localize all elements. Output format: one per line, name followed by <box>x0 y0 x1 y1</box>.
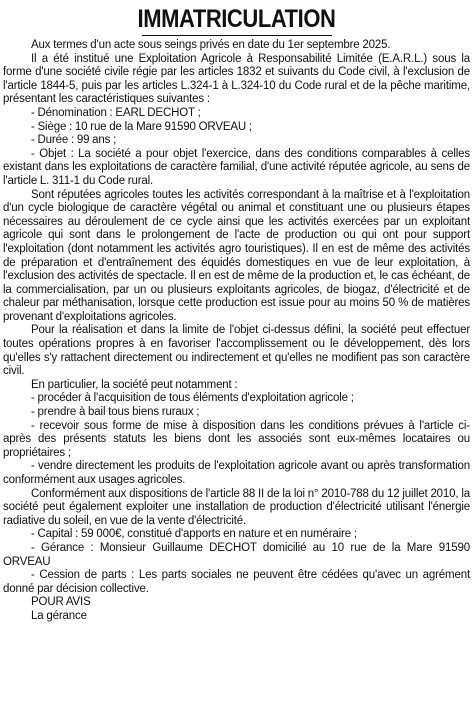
paragraph-institution: Il a été institué une Exploitation Agricole à Responsabilité Limitée (E.A.R.L.) sous la forme d'une société civile régie par les articles 1832 et suivants du Code civil, à l'exclusion de l'article 1844-5, puis par les articles L.324-1 à L.324-10 du Code rural et de la pêche maritime, présentant les caractéristiques suivantes : <box>3 52 470 106</box>
item-bail: - prendre à bail tous biens ruraux ; <box>31 406 200 419</box>
paragraph-electricite: Conformément aux dispositions de l'article 88 II de la loi n° 2010-788 du 12 juillet 2010, la société peut également exploiter une installation de production d'électricité utilisant l'énergie radiative du soleil, en vue de la vente d'électricité. <box>3 487 470 527</box>
item-mise-a-disposition: - recevoir sous forme de mise à disposition dans les conditions prévues à l'article ci-après des présents statuts les biens dont les associés sont eux-mêmes locataires ou propriétaires ; <box>3 419 470 459</box>
item-capital: - Capital : 59 000€, constitué d'apports en nature et en numéraire ; <box>31 528 357 541</box>
title-underline <box>142 35 332 36</box>
item-siege: - Siège : 10 rue de la Mare 91590 ORVEAU ; <box>31 120 252 133</box>
paragraph-activites-agricoles: Sont réputées agricoles toutes les activités correspondant à la maîtrise et à l'exploitation d'un cycle biologique de caractère végétal ou animal et constituant une ou plusieurs étapes nécessaires au déroulement de ce cycle ainsi que les activités exercées par un exploitant agricole qui sont dans le prolongement de l'acte de production ou qui ont pour support l'exploitation (dont notamment les activités agro touristiques). Il en est de même des activités de préparation et d'entraînement des équidés domestiques en vue de leur exploitation, à l'exclusion des activités de spectacle. Il en est de même de la production et, le cas échéant, de la commercialisation, par un ou plusieurs exploitants agricoles, de biogaz, d'électricité et de chaleur par méthanisation, lorsque cette production est issue pour au moins 50 % de matières provenant d'exploitations agricoles. <box>3 188 470 323</box>
paragraph-en-particulier: En particulier, la société peut notamment : <box>31 378 238 391</box>
paragraph-realisation: Pour la réalisation et dans la limite de l'objet ci-dessus défini, la société peut effectuer toutes opérations propres à en favoriser l'accomplissement ou le développement, dès lors qu'elles s'y rattachent directement ou indirectement et qu'elles ne modifient pas son caractère civil. <box>3 324 470 378</box>
item-objet: - Objet : La société a pour objet l'exercice, dans des conditions comparables à celles existant dans les exploitations de caractère familial, d'une activité réputée agricole, au sens de l'article L. 311-1 du Code rural. <box>3 147 470 187</box>
item-cession-parts: - Cession de parts : Les parts sociales ne peuvent être cédées qu'avec un agrément donné par décision collective. <box>3 569 470 595</box>
item-acquisition: - procéder à l'acquisition de tous éléments d'exploitation agricole ; <box>31 392 354 405</box>
item-denomination: - Dénomination : EARL DECHOT ; <box>31 106 201 119</box>
item-vente-directe: - vendre directement les produits de l'exploitation agricole avant ou après transformation conformément aux usages agricoles. <box>3 460 470 486</box>
pour-avis: POUR AVIS <box>31 596 91 609</box>
notice-body <box>3 39 470 624</box>
notice-title: IMMATRICULATION <box>137 5 336 33</box>
item-gerance: - Gérance : Monsieur Guillaume DECHOT domicilié au 10 rue de la Mare 91590 ORVEAU <box>3 541 470 568</box>
item-duree: - Durée : 99 ans ; <box>31 134 117 147</box>
signature-gerance: La gérance <box>31 609 87 622</box>
paragraph-intro: Aux termes d'un acte sous seings privés en date du 1er septembre 2025. <box>31 39 391 51</box>
